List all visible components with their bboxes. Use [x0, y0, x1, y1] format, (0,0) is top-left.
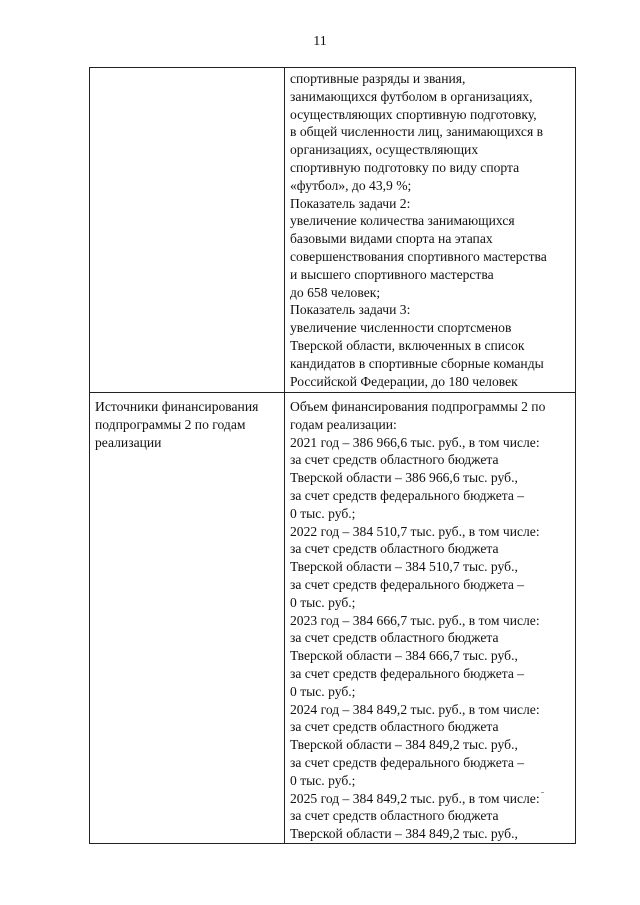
text-line: за счет средств федерального бюджета – [290, 487, 525, 503]
text-line: 0 тыс. руб.; [290, 594, 356, 610]
text-line: Показатель задачи 2: [290, 195, 411, 211]
text-line: Тверской области – 384 666,7 тыс. руб., [290, 648, 518, 664]
text-line: 0 тыс. руб.; [290, 683, 356, 699]
text-line: Источники финансирования [95, 399, 259, 414]
row1-right-cell [285, 68, 576, 393]
text-line: Тверской области – 384 849,2 тыс. руб., [290, 737, 518, 753]
table-row-financing [90, 393, 576, 844]
subprogram-table [89, 67, 576, 844]
text-line: за счет средств федерального бюджета – [290, 754, 525, 770]
text-line: годам реализации: [290, 416, 397, 432]
text-line: «футбол», до 43,9 %; [290, 177, 412, 193]
text-line: за счет средств федерального бюджета – [290, 576, 525, 592]
text-line: спортивные разряды и звания, [290, 71, 466, 86]
text-line: спортивную подготовку по виду спорта [290, 159, 520, 175]
text-line: 2023 год – 384 666,7 тыс. руб., в том числе: [290, 612, 540, 628]
table-row-indicators [90, 68, 576, 393]
text-line: 2024 год – 384 849,2 тыс. руб., в том числе: [290, 701, 540, 717]
page-number: 11 [313, 34, 327, 49]
text-line: Тверской области – 384 849,2 тыс. руб., [290, 826, 518, 842]
text-line: за счет средств областного бюджета [290, 630, 499, 646]
row1-left-cell [90, 68, 285, 393]
text-line: организациях, осуществляющих [290, 142, 479, 158]
text-line: Российской Федерации, до 180 человек [290, 373, 518, 389]
scan-speck [541, 792, 544, 793]
text-line: за счет средств федерального бюджета – [290, 665, 525, 681]
text-line: базовыми видами спорта на этапах [290, 231, 493, 247]
text-line: 2022 год – 384 510,7 тыс. руб., в том числе: [290, 523, 540, 539]
text-line: подпрограммы 2 по годам [95, 416, 246, 432]
row2-left-cell [90, 393, 285, 844]
row2-right-cell [285, 393, 576, 844]
text-line: 2021 год – 386 966,6 тыс. руб., в том числе: [290, 434, 540, 450]
text-line: совершенствования спортивного мастерства [290, 248, 547, 264]
text-line: за счет средств областного бюджета [290, 719, 499, 735]
text-line: осуществляющих спортивную подготовку, [290, 106, 537, 122]
text-line: реализации [95, 434, 162, 450]
text-line: Тверской области – 384 510,7 тыс. руб., [290, 559, 518, 575]
text-line: в общей численности лиц, занимающихся в [290, 124, 544, 140]
text-line: до 658 человек; [290, 284, 381, 300]
text-line: увеличение численности спортсменов [290, 320, 512, 336]
text-line: занимающихся футболом в организациях, [290, 88, 533, 104]
text-line: за счет средств областного бюджета [290, 808, 499, 824]
text-line: увеличение количества занимающихся [290, 213, 515, 229]
text-line: Тверской области, включенных в список [290, 337, 525, 353]
text-line: кандидатов в спортивные сборные команды [290, 355, 544, 371]
text-line: Объем финансирования подпрограммы 2 по [290, 399, 546, 414]
text-line: и высшего спортивного мастерства [290, 266, 494, 282]
text-line: 2025 год – 384 849,2 тыс. руб., в том числе: [290, 790, 540, 806]
text-line: за счет средств областного бюджета [290, 452, 499, 468]
text-line: 0 тыс. руб.; [290, 505, 356, 521]
text-line: Тверской области – 386 966,6 тыс. руб., [290, 470, 518, 486]
text-line: Показатель задачи 3: [290, 302, 411, 318]
text-line: 0 тыс. руб.; [290, 772, 356, 788]
text-line: за счет средств областного бюджета [290, 541, 499, 557]
